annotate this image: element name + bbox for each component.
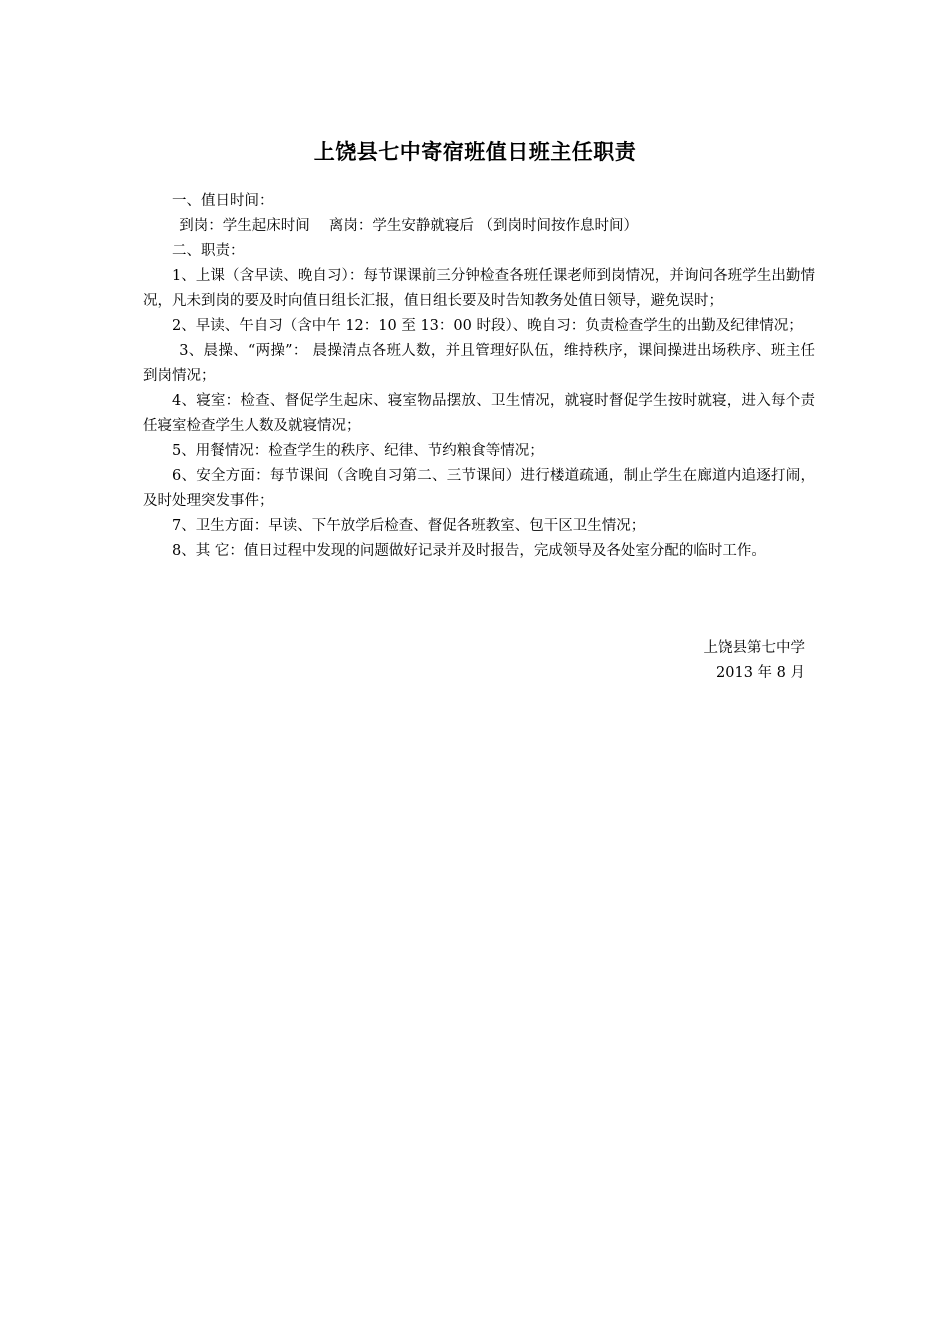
responsibility-item-exercises: 3、晨操、“两操”： 晨操清点各班人数，并且管理好队伍，维持秩序，课间操进出场秩序、班主任到岗情况； [143,343,815,384]
duty-time-detail: 到岗：学生起床时间 离岗：学生安静就寝后 （到岗时间按作息时间） [179,218,638,234]
document-title: 上饶县七中寄宿班值日班主任职责 [313,140,637,164]
signature-date: 2013 年 8 月 [716,665,805,681]
section-heading-responsibilities: 二、职责： [172,243,245,259]
signature-organization: 上饶县第七中学 [703,640,805,656]
document-body [143,189,815,564]
signature-block [704,636,806,686]
responsibility-item-other: 8、其 它：值日过程中发现的问题做好记录并及时报告，完成领导及各处室分配的临时工作。 [172,543,766,559]
responsibility-item-meals: 5、用餐情况：检查学生的秩序、纪律、节约粮食等情况； [172,443,544,459]
responsibility-item-hygiene: 7、卫生方面：早读、下午放学后检查、督促各班教室、包干区卫生情况； [172,518,646,534]
responsibility-item-classes: 1、上课（含早读、晚自习）：每节课课前三分钟检查各班任课老师到岗情况，并询问各班学生出勤情况，凡未到岗的要及时向值日组长汇报，值日组长要及时告知教务处值日领导，避免误时； [143,268,815,309]
responsibility-item-dormitory: 4、寝室：检查、督促学生起床、寝室物品摆放、卫生情况，就寝时督促学生按时就寝，进入每个责任寝室检查学生人数及就寝情况； [143,393,815,434]
responsibility-item-safety: 6、安全方面：每节课间（含晚自习第二、三节课间）进行楼道疏通，制止学生在廊道内追逐打闹，及时处理突发事件； [143,468,815,509]
section-heading-duty-time: 一、值日时间： [172,193,274,209]
responsibility-item-self-study: 2、早读、午自习（含中午 12：10 至 13：00 时段）、晚自习：负责检查学生的出勤及纪律情况； [172,318,803,334]
